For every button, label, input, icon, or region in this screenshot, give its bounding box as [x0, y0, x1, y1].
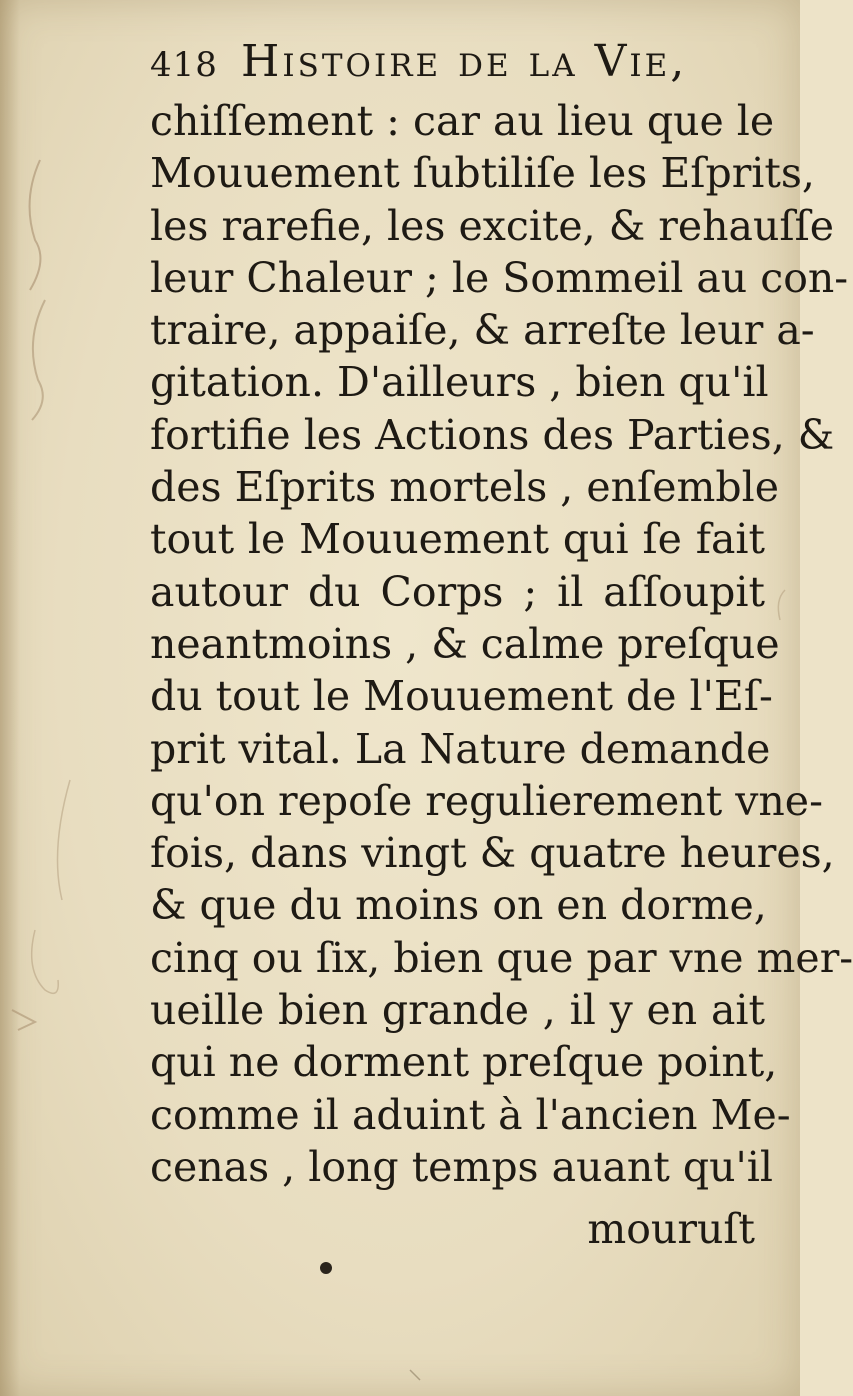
text-line: autour du Corps ; il aſſoupit: [150, 567, 765, 616]
text-line: les rarefie, les excite, & rehauſſe: [150, 201, 835, 250]
text-line: neantmoins , & calme preſque: [150, 619, 780, 668]
text-line: cinq ou ſix, bien que par vne mer-: [150, 933, 853, 982]
text-line: Mouuement ſubtiliſe les Eſprits,: [150, 149, 815, 198]
text-line: qu'on repoſe regulierement vne-: [150, 776, 823, 825]
text-line: fois, dans vingt & quatre heures,: [150, 829, 835, 878]
text-line: des Eſprits mortels , enſemble: [150, 463, 779, 512]
text-line: tout le Mouuement qui ſe fait: [150, 515, 765, 564]
text-line: du tout le Mouuement de l'Eſ-: [150, 672, 773, 721]
text-line: leur Chaleur ; le Sommeil au con-: [150, 253, 849, 302]
text-line: prit vital. La Nature demande: [150, 724, 771, 773]
body-text: [150, 95, 853, 1193]
text-line: ueille bien grande , il y en ait: [150, 986, 765, 1035]
catchword: mouruſt: [587, 1205, 755, 1253]
text-line: gitation. D'ailleurs , bien qu'il: [150, 358, 769, 407]
running-head: Histoire de la Vie,: [241, 36, 688, 87]
text-line: chiſſement : car au lieu que le: [150, 97, 775, 145]
text-line: & que du moins on en dorme,: [150, 881, 767, 930]
page-number: 418: [150, 45, 218, 85]
text-line: traire, appaiſe, & arreſte leur a-: [150, 306, 815, 355]
text-line: cenas , long temps auant qu'il: [150, 1142, 773, 1191]
ink-dot: [320, 1262, 332, 1274]
text-line: comme il aduint à l'ancien Me-: [150, 1090, 791, 1139]
text-line: fortifie les Actions des Parties, &: [150, 410, 835, 459]
text-line: qui ne dorment preſque point,: [150, 1038, 778, 1087]
